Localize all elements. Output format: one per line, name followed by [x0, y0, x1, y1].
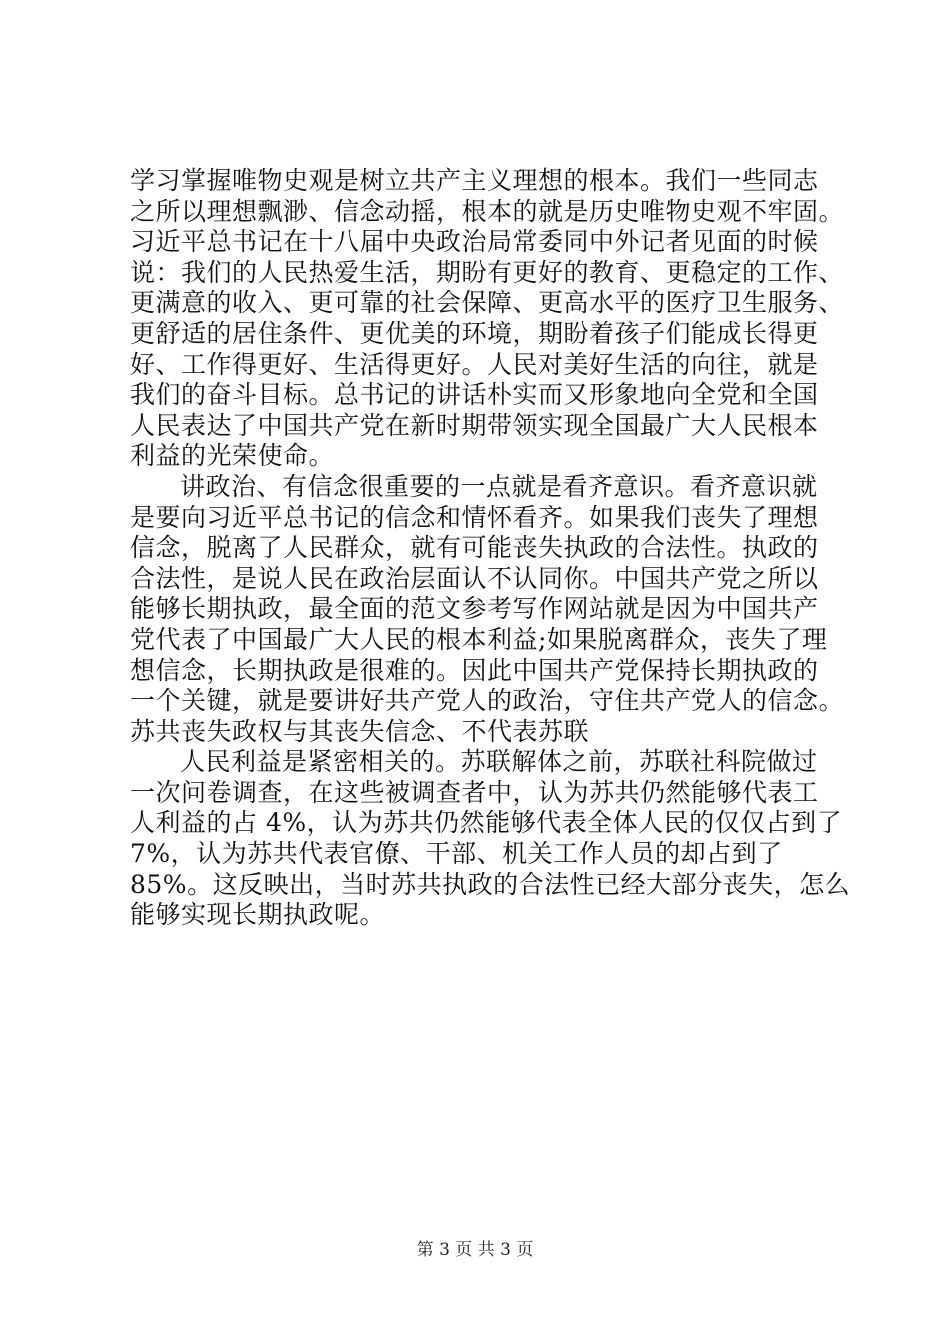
text-line: 利益的光荣使命。 — [130, 441, 335, 471]
text-line: 一个关键，就是要讲好共产党人的政治，守住共产党人的信念。 — [130, 686, 845, 716]
text-line: 苏共丧失政权与其丧失信念、不代表苏联 — [130, 716, 590, 746]
text-line: 习近平总书记在十八届中央政治局常委同中外记者见面的时候 — [130, 227, 819, 257]
text-line: 人民表达了中国共产党在新时期带领实现全国最广大人民根本 — [130, 410, 819, 440]
text-line: 想信念，长期执政是很难的。因此中国共产党保持长期执政的 — [130, 655, 819, 685]
text-line: 能够长期执政，最全面的范文参考写作网站就是因为中国共产 — [130, 594, 819, 624]
text-line: 说：我们的人民热爱生活，期盼有更好的教育、更稳定的工作、 — [130, 257, 845, 287]
text-line: 信念，脱离了人民群众，就有可能丧失执政的合法性。执政的 — [130, 533, 819, 563]
body-text — [130, 166, 850, 931]
text-line: 党代表了中国最广大人民的根本利益;如果脱离群众，丧失了理 — [130, 624, 828, 654]
page-footer: 第 3 页 共 3 页 — [416, 1240, 534, 1260]
text-line: 能够实现长期执政呢。 — [130, 900, 386, 930]
text-line: 一次问卷调查，在这些被调查者中，认为苏共仍然能够代表工 — [130, 777, 819, 807]
text-line: 我们的奋斗目标。总书记的讲话朴实而又形象地向全党和全国 — [130, 380, 819, 410]
text-line: 是要向习近平总书记的信念和情怀看齐。如果我们丧失了理想 — [130, 502, 819, 532]
text-line: 好、工作得更好、生活得更好。人民对美好生活的向往，就是 — [130, 349, 819, 379]
text-line: 更满意的收入、更可靠的社会保障、更高水平的医疗卫生服务、 — [130, 288, 845, 318]
paragraph-start-line: 人民利益是紧密相关的。苏联解体之前，苏联社科院做过 — [180, 747, 818, 777]
text-line: 之所以理想飘渺、信念动摇，根本的就是历史唯物史观不牢固。 — [130, 196, 845, 226]
text-line: 合法性，是说人民在政治层面认不认同你。中国共产党之所以 — [130, 563, 819, 593]
paragraph-start-line: 讲政治、有信念很重要的一点就是看齐意识。看齐意识就 — [180, 471, 818, 501]
text-line: 学习掌握唯物史观是树立共产主义理想的根本。我们一些同志 — [130, 166, 819, 195]
text-line: 人利益的占 4%，认为苏共仍然能够代表全体人民的仅仅占到了 — [130, 808, 843, 838]
text-line: 更舒适的居住条件、更优美的环境，期盼着孩子们能成长得更 — [130, 318, 819, 348]
text-line: 85%。这反映出，当时苏共执政的合法性已经大部分丧失，怎么 — [130, 869, 851, 899]
text-line: 7%，认为苏共代表官僚、干部、机关工作人员的却占到了 — [130, 839, 783, 869]
